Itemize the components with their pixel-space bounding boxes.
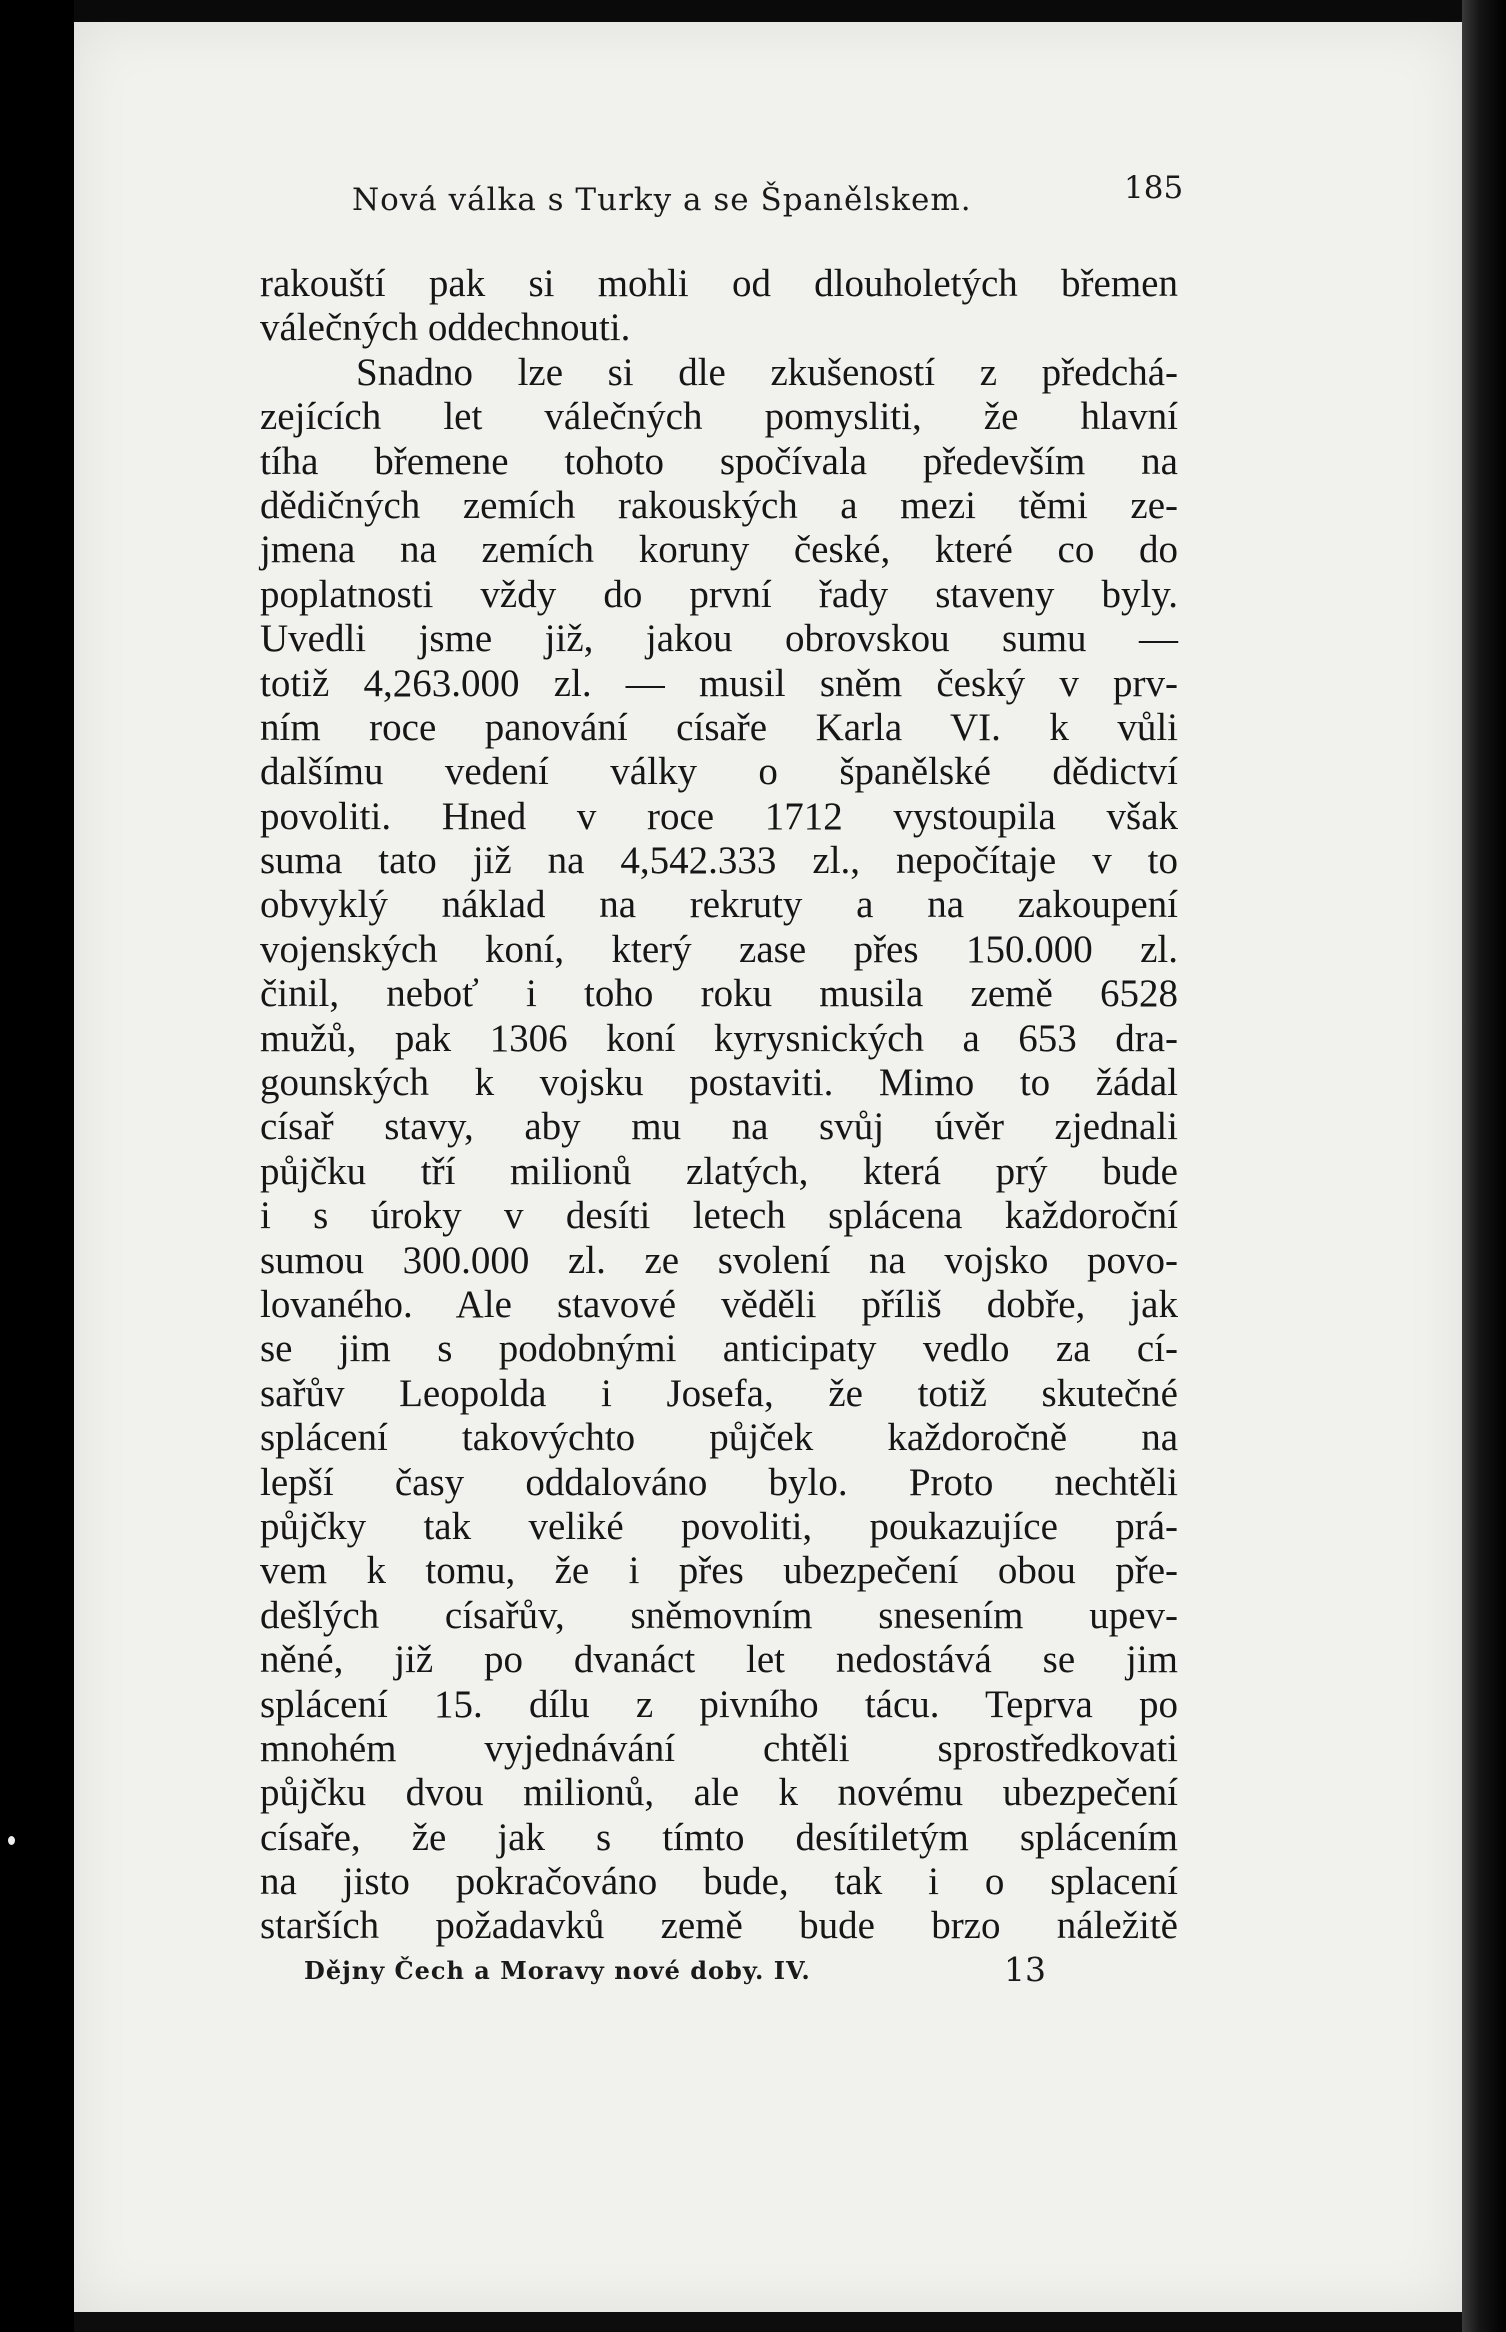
text-line: mnohém vyjednávání chtěli sprostředkovati xyxy=(260,1726,1178,1770)
left-scan-border xyxy=(0,0,74,2332)
text-line: císař stavy, aby mu na svůj úvěr zjednali xyxy=(260,1105,1178,1149)
page-number: 185 xyxy=(1124,170,1184,206)
margin-speck xyxy=(8,1836,15,1845)
text-line: tíha břemene tohoto spočívala především na xyxy=(260,439,1178,483)
sheet-mark: 13 xyxy=(1004,1950,1046,1989)
text-line: válečných oddechnouti. xyxy=(260,306,631,350)
signature-note: Dějny Čech a Moravy nové doby. IV. xyxy=(304,1956,811,1985)
text-line: i s úroky v desíti letech splácena každoroční xyxy=(260,1194,1178,1238)
text-line: dalšímu vedení války o španělské dědictví xyxy=(260,750,1178,794)
text-line: Snadno lze si dle zkušeností z předchá- xyxy=(356,350,1178,394)
text-line: dešlých císařův, sněmovním snesením upev- xyxy=(260,1593,1178,1637)
text-line: mužů, pak 1306 koní kyrysnických a 653 dra- xyxy=(260,1016,1178,1060)
text-line: na jisto pokračováno bude, tak i o splacení xyxy=(260,1860,1178,1904)
text-line: gounských k vojsku postaviti. Mimo to žádal xyxy=(260,1061,1178,1105)
text-line: činil, neboť i toho roku musila země 6528 xyxy=(260,972,1178,1016)
text-line: dědičných zemích rakouských a mezi těmi ze- xyxy=(260,483,1178,527)
text-line: povoliti. Hned v roce 1712 vystoupila však xyxy=(260,794,1178,838)
top-scan-border xyxy=(74,0,1462,22)
text-line: suma tato již na 4,542.333 zl., nepočítaje v to xyxy=(260,839,1178,883)
body-text xyxy=(260,262,1178,1949)
text-line: zejících let válečných pomysliti, že hlavní xyxy=(260,395,1178,439)
text-line: půjčku dvou milionů, ale k novému ubezpečení xyxy=(260,1771,1178,1815)
text-line: se jim s podobnými anticipaty vedlo za cí- xyxy=(260,1327,1178,1371)
text-line: jmena na zemích koruny české, které co do xyxy=(260,528,1178,572)
text-line: Uvedli jsme již, jakou obrovskou sumu — xyxy=(260,617,1178,661)
right-scan-border xyxy=(1462,0,1506,2332)
text-line: sařův Leopolda i Josefa, že totiž skutečné xyxy=(260,1371,1178,1415)
text-line: obvyklý náklad na rekruty a na zakoupení xyxy=(260,883,1178,927)
text-line: císaře, že jak s tímto desítiletým splácením xyxy=(260,1815,1178,1859)
text-line: lovaného. Ale stavové věděli příliš dobře, jak xyxy=(260,1282,1178,1326)
text-line: vem k tomu, že i přes ubezpečení obou pře- xyxy=(260,1549,1178,1593)
text-line: lepší časy oddalováno bylo. Proto nechtěli xyxy=(260,1460,1178,1504)
running-head: Nová válka s Turky a se Španělskem. xyxy=(352,182,972,218)
text-line: půjčky tak veliké povoliti, poukazujíce prá- xyxy=(260,1504,1178,1548)
text-line: splácení 15. dílu z pivního tácu. Teprva po xyxy=(260,1682,1178,1726)
text-line: rakouští pak si mohli od dlouholetých břemen xyxy=(260,262,1178,305)
text-line: poplatnosti vždy do první řady staveny byly. xyxy=(260,572,1178,616)
text-line: něné, již po dvanáct let nedostává se jim xyxy=(260,1638,1178,1682)
text-line: splácení takovýchto půjček každoročně na xyxy=(260,1416,1178,1460)
text-line: starších požadavků země bude brzo náležitě xyxy=(260,1904,1178,1948)
text-line: půjčku tří milionů zlatých, která prý bude xyxy=(260,1149,1178,1193)
text-line: sumou 300.000 zl. ze svolení na vojsko povo- xyxy=(260,1238,1178,1282)
text-line: ním roce panování císaře Karla VI. k vůli xyxy=(260,705,1178,749)
text-line: vojenských koní, který zase přes 150.000 zl. xyxy=(260,927,1178,971)
text-line: totiž 4,263.000 zl. — musil sněm český v prv- xyxy=(260,661,1178,705)
